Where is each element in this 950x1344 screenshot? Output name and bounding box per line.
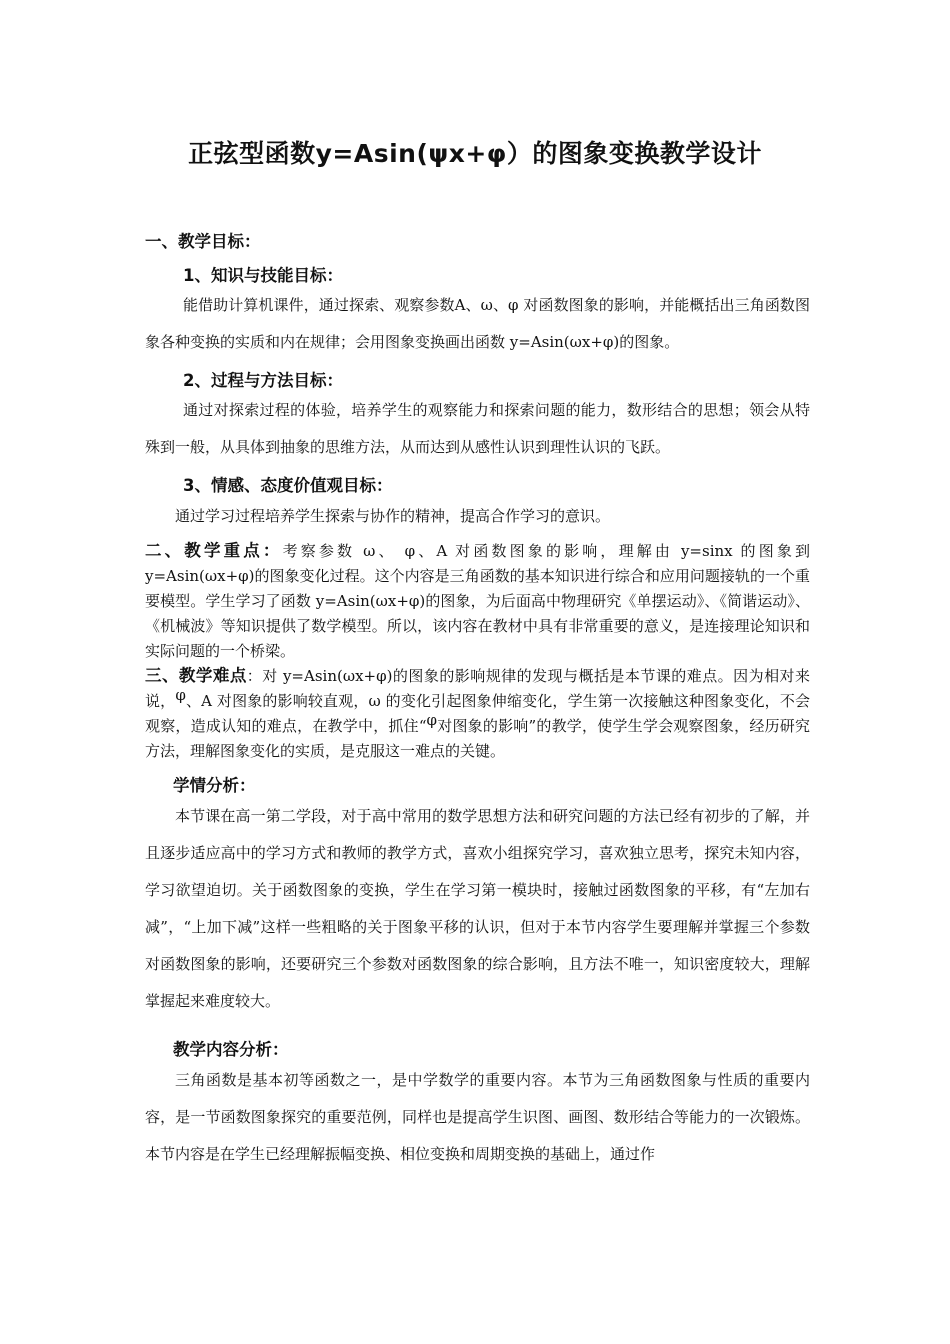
goal3-heading: 3、情感、态度价值观目标： (183, 476, 393, 495)
goal2-heading: 2、过程与方法目标： (183, 371, 343, 390)
phi-symbol-2: φ (426, 711, 438, 729)
content-analysis-paragraph: 三角函数是基本初等函数之一，是中学数学的重要内容。本节为三角函数图象与性质的重要内容，是一节函数图象探究的重要范例，同样也是提高学生识图、画图、数形结合等能力的一次锻炼。本节内容是在学生已经理解振幅变换、相位变换和周期变换的基础上，通过作 (145, 1071, 810, 1163)
key-point-heading: 二、教学重点： (145, 541, 283, 560)
document-title: 正弦型函数y=Asin(ψx+φ）的图象变换教学设计 (188, 139, 762, 168)
goal2-paragraph: 通过对探索过程的体验，培养学生的观察能力和探索问题的能力，数形结合的思想；领会从特殊到一般，从具体到抽象的思维方法，从而达到从感性认识到理性认识的飞跃。 (145, 401, 810, 456)
section-goals-heading: 一、教学目标： (145, 232, 261, 251)
difficulty-text-3: 对图象的影响”的教学，使学生学会观察图象，经历研究方法，理解图象变化的实质，是克服这一难点的关键。 (145, 717, 811, 760)
phi-symbol-1: φ (175, 686, 186, 704)
content-analysis-heading: 教学内容分析： (173, 1040, 289, 1059)
key-point-text: 考察参数 ω、 φ、A 对函数图象的影响，理解由 y=sinx 的图象到 y=Asin(ωx+φ)的图象变化过程。这个内容是三角函数的基本知识进行综合和应用问题接轨的一个重要模型。学生学习了函数 y=Asin(ωx+φ)的图象，为后面高中物理研究《单摆运动》、《简谐运动》、《机械波》等知识提供了数学模型。所以，该内容在教材中具有非常重要的意义，是连接理论知识和实际问题的一个桥梁。 (145, 542, 810, 660)
goal1-paragraph: 能借助计算机课件，通过探索、观察参数A、ω、φ 对函数图象的影响，并能概括出三角函数图象各种变换的实质和内在规律；会用图象变换画出函数 y=Asin(ωx+φ)的图象。 (145, 296, 810, 351)
goal3-paragraph: 通过学习过程培养学生探索与协作的精神，提高合作学习的意识。 (175, 507, 611, 525)
difficulty-text-2: 、A 对图象的影响较直观，ω 的变化引起图象伸缩变化，学生第一次接触这种图象变化，不会观察，造成认知的难点，在教学中，抓住“ (145, 692, 810, 735)
difficulty-text-1: ：对 y=Asin(ωx+φ)的图象的影响规律的发现与概括是本节课的难点。因为相对来说， (145, 667, 810, 710)
student-analysis-heading: 学情分析： (173, 776, 256, 795)
difficulty-paragraph (145, 663, 810, 764)
difficulty-heading: 三、教学难点 (145, 666, 247, 685)
key-point-paragraph (145, 538, 810, 664)
goal1-heading: 1、知识与技能目标： (183, 266, 343, 285)
student-analysis-paragraph: 本节课在高一第二学段，对于高中常用的数学思想方法和研究问题的方法已经有初步的了解，并且逐步适应高中的学习方式和教师的教学方式，喜欢小组探究学习，喜欢独立思考，探究未知内容，学习欲望迫切。关于函数图象的变换，学生在学习第一模块时，接触过函数图象的平移，有“左加右减”，“上加下减”这样一些粗略的关于图象平移的认识，但对于本节内容学生要理解并掌握三个参数对函数图象的影响，还要研究三个参数对函数图象的综合影响，且方法不唯一，知识密度较大，理解掌握起来难度较大。 (145, 807, 810, 1010)
